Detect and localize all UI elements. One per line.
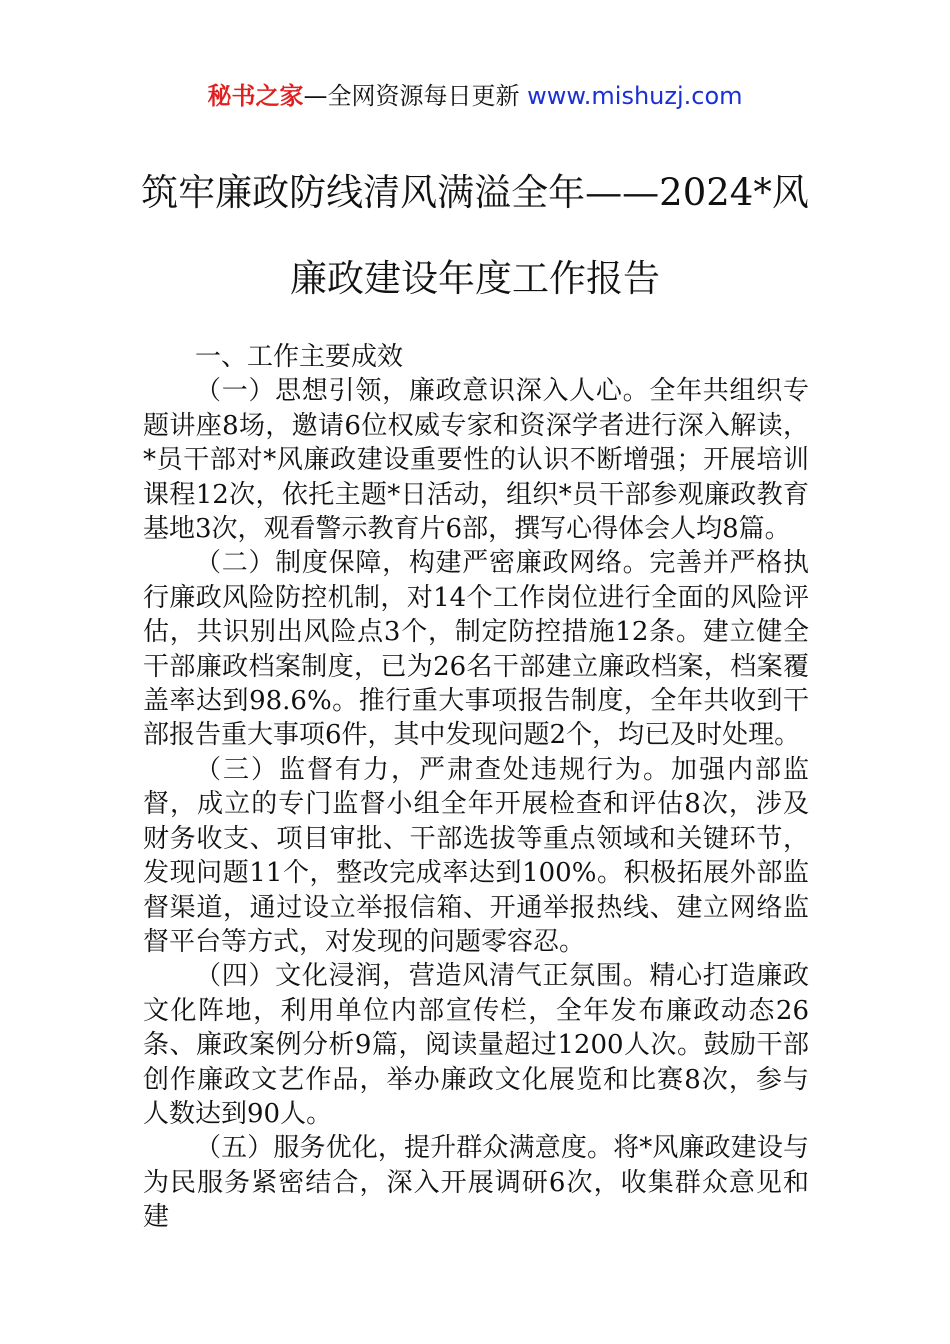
paragraph-3: （三）监督有力，严肃查处违规行为。加强内部监督，成立的专门监督小组全年开展检查和评估8次，涉及财务收支、项目审批、干部选拔等重点领域和关键环节，发现问题11个，整改完成率达到100%。积极拓展外部监督渠道，通过设立举报信箱、开通举报热线、建立网络监督平台等方式，对发现的问题零容忍。 [143,754,809,957]
header-tagline: —全网资源每日更新 [303,82,528,110]
site-url-link[interactable]: www.mishuzj.com [527,82,743,110]
paragraph-2: （二）制度保障，构建严密廉政网络。完善并严格执行廉政风险防控机制，对14个工作岗位进行全面的风险评估，共识别出风险点3个，制定防控措施12条。建立健全干部廉政档案制度，已为26名干部建立廉政档案，档案覆盖率达到98.6%。推行重大事项报告制度，全年共收到干部报告重大事项6件，其中发现问题2个，均已及时处理。 [143,548,809,751]
section-heading: 一、工作主要成效 [195,342,404,372]
paragraph-4: （四）文化浸润，营造风清气正氛围。精心打造廉政文化阵地，利用单位内部宣传栏，全年发布廉政动态26条、廉政案例分析9篇，阅读量超过1200人次。鼓励干部创作廉政文艺作品，举办廉政文化展览和比赛8次，参与人数达到90人。 [143,961,809,1129]
document-title: 筑牢廉政防线清风满溢全年——2024*风廉政建设年度工作报告 [141,171,809,300]
paragraph-5: （五）服务优化，提升群众满意度。将*风廉政建设与为民服务紧密结合，深入开展调研6次，收集群众意见和建 [143,1133,809,1233]
site-header [0,80,950,112]
document-body [143,340,809,1235]
brand-name: 秘书之家 [207,82,304,110]
paragraph-1: （一）思想引领，廉政意识深入人心。全年共组织专题讲座8场，邀请6位权威专家和资深学者进行深入解读，*员干部对*风廉政建设重要性的认识不断增强；开展培训课程12次，依托主题*日活动，组织*员干部参观廉政教育基地3次，观看警示教育片6部，撰写心得体会人均8篇。 [143,376,809,545]
